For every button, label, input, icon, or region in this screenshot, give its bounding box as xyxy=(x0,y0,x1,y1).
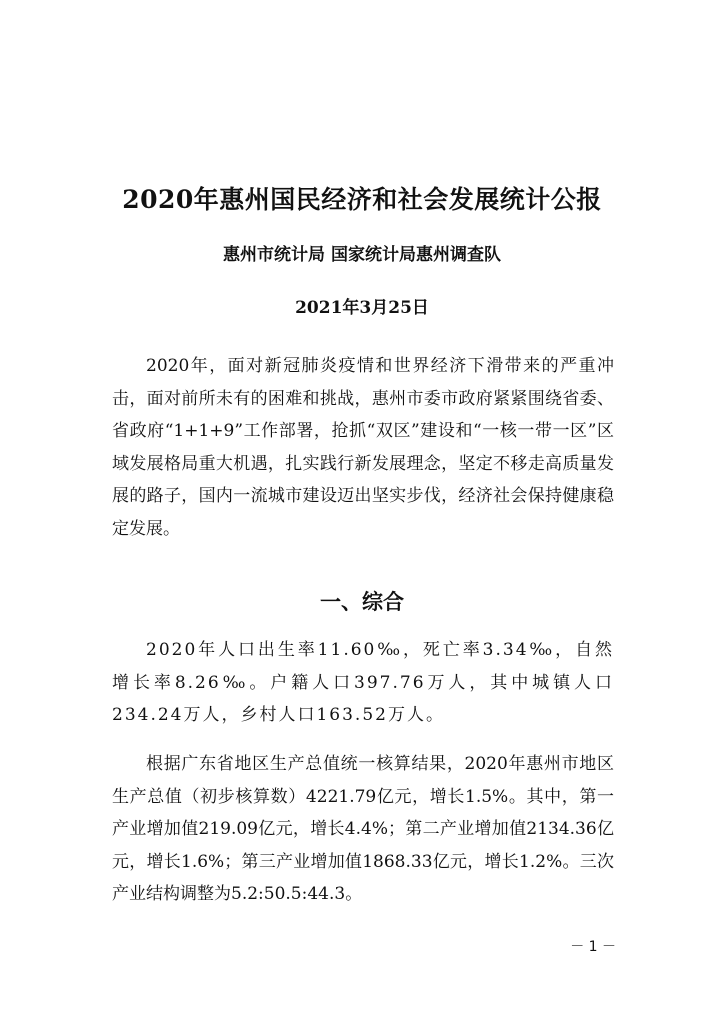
intro-paragraph: 2020年，面对新冠肺炎疫情和世界经济下滑带来的严重冲击，面对前所未有的困难和挑战，惠州市委市政府紧紧围绕省委、省政府“1+1+9”工作部署，抢抓“双区”建设和“一核一带一区”区域发展格局重大机遇，扎实践行新发展理念，坚定不移走高质量发展的路子，国内一流城市建设迈出坚实步伐，经济社会保持健康稳定发展。 xyxy=(112,356,614,539)
population-paragraph: 2020年人口出生率11.60‰，死亡率3.34‰，自然增长率8.26‰。户籍人口397.76万人，其中城镇人口234.24万人，乡村人口163.52万人。 xyxy=(112,640,614,725)
page-number: － 1 － xyxy=(570,939,616,955)
document-date: 2021年3月25日 xyxy=(295,298,429,318)
section-heading: 一、综合 xyxy=(320,590,404,614)
document-title: 2020年惠州国民经济和社会发展统计公报 xyxy=(122,185,602,214)
document-issuer: 惠州市统计局 国家统计局惠州调查队 xyxy=(223,245,501,265)
gdp-paragraph: 根据广东省地区生产总值统一核算结果，2020年惠州市地区生产总值（初步核算数）4221.79亿元，增长1.5%。其中，第一产业增加值219.09亿元，增长4.4%；第二产业增加值2134.36亿元，增长1.6%；第三产业增加值1868.33亿元，增长1.2%。三次产业结构调整为5.2:50.5:44.3。 xyxy=(112,754,614,904)
